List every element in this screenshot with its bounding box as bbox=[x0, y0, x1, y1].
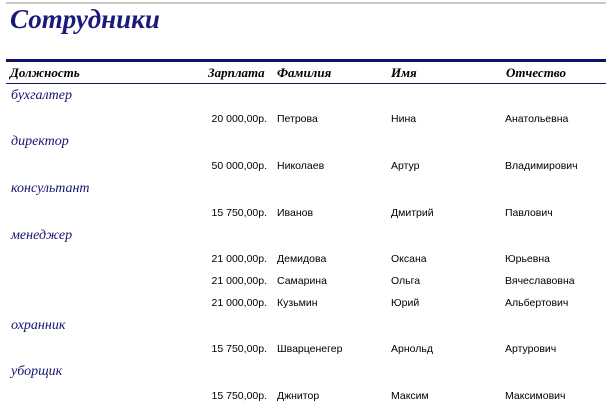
salary-cell: 15 750,00р. bbox=[211, 343, 267, 355]
header-last-name: Фамилия bbox=[277, 65, 332, 80]
patronymic-cell: Максимович bbox=[505, 390, 566, 402]
salary-cell: 15 750,00р. bbox=[211, 390, 267, 402]
first-name-cell: Арнольд bbox=[391, 343, 433, 355]
first-name-cell: Дмитрий bbox=[391, 207, 434, 219]
last-name-cell: Джнитор bbox=[277, 390, 320, 402]
first-name-cell: Артур bbox=[391, 160, 420, 172]
group-position: уборщик bbox=[11, 364, 63, 379]
header-patronymic: Отчество bbox=[506, 65, 566, 80]
last-name-cell: Демидова bbox=[277, 253, 327, 265]
patronymic-cell: Вячеславовна bbox=[505, 275, 575, 287]
group-position: охранник bbox=[11, 318, 66, 333]
group-position: бухгалтер bbox=[11, 88, 72, 103]
header-top-rule bbox=[6, 59, 606, 62]
first-name-cell: Юрий bbox=[391, 297, 420, 309]
salary-cell: 50 000,00р. bbox=[211, 160, 267, 172]
patronymic-cell: Юрьевна bbox=[505, 253, 550, 265]
group-position: директор bbox=[11, 134, 69, 149]
salary-cell: 21 000,00р. bbox=[211, 253, 267, 265]
patronymic-cell: Анатольевна bbox=[505, 113, 569, 125]
last-name-cell: Николаев bbox=[277, 160, 325, 172]
patronymic-cell: Альбертович bbox=[505, 297, 569, 309]
salary-cell: 15 750,00р. bbox=[211, 207, 267, 219]
first-name-cell: Ольга bbox=[391, 275, 421, 287]
header-position: Должность bbox=[10, 65, 80, 80]
last-name-cell: Кузьмин bbox=[277, 297, 318, 309]
patronymic-cell: Владимирович bbox=[505, 160, 578, 172]
report-title: Сотрудники bbox=[10, 4, 160, 34]
salary-cell: 20 000,00р. bbox=[211, 113, 267, 125]
first-name-cell: Оксана bbox=[391, 253, 427, 265]
group-position: менеджер bbox=[11, 228, 73, 243]
header-salary: Зарплата bbox=[208, 65, 265, 80]
header-bottom-rule bbox=[6, 83, 606, 84]
last-name-cell: Самарина bbox=[277, 275, 327, 287]
last-name-cell: Шварценегер bbox=[277, 343, 343, 355]
salary-cell: 21 000,00р. bbox=[211, 275, 267, 287]
salary-cell: 21 000,00р. bbox=[211, 297, 267, 309]
group-position: консультант bbox=[11, 181, 90, 196]
last-name-cell: Петрова bbox=[277, 113, 318, 125]
header-first-name: Имя bbox=[391, 65, 417, 80]
last-name-cell: Иванов bbox=[277, 207, 314, 219]
patronymic-cell: Артурович bbox=[505, 343, 557, 355]
first-name-cell: Максим bbox=[391, 390, 429, 402]
patronymic-cell: Павлович bbox=[505, 207, 553, 219]
first-name-cell: Нина bbox=[391, 113, 417, 125]
